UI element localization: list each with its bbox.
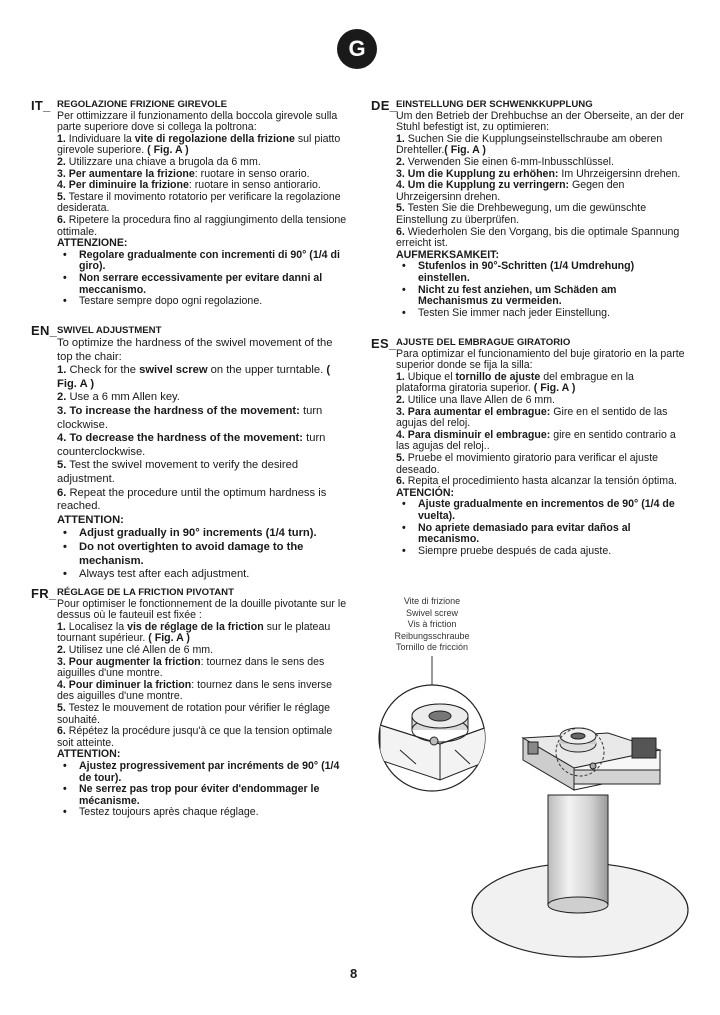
step-5: 5. Testez le mouvement de rotation pour vérifier le réglage souhaité. <box>57 701 331 726</box>
step-5: 5. Testare il movimento rotatorio per verificare la regolazione desiderata. <box>57 190 341 215</box>
lang-code-fr: FR_ <box>31 586 57 601</box>
bullet-item: • Testen Sie immer nach jeder Einstellung. <box>396 308 686 320</box>
bullet-item: • No apriete demasiado para evitar daños al mecanismo. <box>396 523 686 546</box>
bullet-item: • Nicht zu fest anziehen, um Schäden am Mechanismus zu vermeiden. <box>396 285 686 308</box>
step-5: 5. Testen Sie die Drehbewegung, um die gewünschte Einstellung zu überprüfen. <box>396 202 647 226</box>
intro-text: To optimize the hardness of the swivel movement of the top the chair: <box>57 337 333 363</box>
lang-code-en: EN_ <box>31 323 58 338</box>
step-6: 6. Wiederholen Sie den Vorgang, bis die optimale Spannung erreicht ist. <box>396 225 680 250</box>
attention-label: AUFMERKSAMKEIT: <box>396 248 499 261</box>
step-1: 1. Individuare la vite di regolazione della frizione sul piatto girevole superiore. ( Fig. A ) <box>57 132 341 157</box>
lang-code-it: IT_ <box>31 98 51 113</box>
step-1: 1. Suchen Sie die Kupplungseinstellschraube am oberen Drehteller.( Fig. A ) <box>396 132 663 157</box>
step-6: 6. Ripetere la procedura fino al raggiungimento della tensione ottimale. <box>57 213 347 238</box>
step-2: 2. Utilisez une clé Allen de 6 mm. <box>57 643 214 656</box>
intro-text: Pour optimiser le fonctionnement de la douille pivotante sur le dessus où le fauteuil est fixée : <box>57 597 347 622</box>
section-heading: REGOLAZIONE FRIZIONE GIREVOLE <box>57 99 228 110</box>
step-4: 4. Um die Kupplung zu verringern: Gegen den Uhrzeigersinn drehen. <box>396 179 625 203</box>
step-2: 2. Utilizzare una chiave a brugola da 6 mm. <box>57 155 261 168</box>
step-3: 3. Per aumentare la frizione: ruotare in senso orario. <box>57 167 310 180</box>
callout-label-it: Vite di frizione <box>403 596 461 606</box>
step-1: 1. Ubique el tornillo de ajuste del embrague en la plataforma giratoria superior. ( Fig. A ) <box>396 370 634 395</box>
step-4: 4. Para disminuir el embrague: gire en sentido contrario a las agujas del reloj.. <box>396 428 676 453</box>
column <box>548 795 608 905</box>
step-1: 1. Localisez la vis de réglage de la friction sur le plateau tournant supérieur. ( Fig. A ) <box>57 620 331 645</box>
attention-label: ATTENTION: <box>57 748 121 761</box>
zoom-detail-circle <box>379 685 490 791</box>
step-3: 3. To increase the hardness of the movement: turn clockwise. <box>57 404 323 431</box>
bullet-item: • Testez toujours après chaque réglage. <box>57 807 347 819</box>
step-5: 5. Test the swivel movement to verify the desired adjustment. <box>57 459 299 485</box>
bullet-item: • Adjust gradually in 90° increments (1/4 turn). <box>57 527 347 541</box>
section-heading: EINSTELLUNG DER SCHWENKKUPPLUNG <box>396 99 593 110</box>
attention-label: ATENCIÓN: <box>396 486 455 499</box>
callout-label-es: Tornillo de fricción <box>395 642 469 652</box>
page-number: 8 <box>350 966 358 981</box>
bullet-item: • Regolare gradualmente con incrementi di 90° (1/4 di giro). <box>57 250 347 273</box>
bullet-item: • Ne serrez pas trop pour éviter d'endommager le mécanisme. <box>57 784 347 807</box>
step-4: 4. Per diminuire la frizione: ruotare in senso antiorario. <box>57 179 321 192</box>
section-heading: RÉGLAGE DE LA FRICTION PIVOTANT <box>57 587 234 598</box>
step-3: 3. Para aumentar el embrague: Gire en el sentido de las agujas del reloj. <box>396 405 668 430</box>
lang-code-de: DE_ <box>371 98 398 113</box>
step-4: 4. Pour diminuer la friction: tournez dans le sens inverse des aiguilles d'une montre. <box>57 678 332 703</box>
step-2: 2. Use a 6 mm Allen key. <box>57 391 180 404</box>
bullet-item: • Testare sempre dopo ogni regolazione. <box>57 296 347 308</box>
lang-code-es: ES_ <box>371 336 397 351</box>
section-heading: AJUSTE DEL EMBRAGUE GIRATORIO <box>396 337 571 348</box>
step-2: 2. Verwenden Sie einen 6-mm-Inbusschlüssel. <box>396 155 614 168</box>
swivel-mechanism <box>523 728 660 790</box>
step-5: 5. Pruebe el movimiento giratorio para verificar el ajuste deseado. <box>396 451 659 476</box>
intro-text: Para optimizar el funcionamiento del buje giratorio en la parte superior donde se fija la silla: <box>396 347 685 372</box>
intro-text: Per ottimizzare il funzionamento della boccola girevole sulla parte superiore dove si collega la poltrona: <box>57 109 338 134</box>
step-1: 1. Check for the swivel screw on the upper turntable. ( Fig. A ) <box>57 364 331 390</box>
step-3: 3. Pour augmenter la friction: tournez dans le sens des aiguilles d'une montre. <box>57 655 325 680</box>
step-2: 2. Utilice una llave Allen de 6 mm. <box>396 393 556 406</box>
callout-label-fr: Vis à friction <box>407 619 457 629</box>
step-6: 6. Répétez la procédure jusqu'à ce que la tension optimale soit atteinte. <box>57 725 333 749</box>
bullet-item: • Do not overtighten to avoid damage to the mechanism. <box>57 541 347 568</box>
bullet-item: • Siempre pruebe después de cada ajuste. <box>396 546 686 558</box>
step-4: 4. To decrease the hardness of the movement: turn counterclockwise. <box>57 432 326 458</box>
step-6: 6. Repita el procedimiento hasta alcanzar la tensión óptima. <box>396 475 677 488</box>
page-section-badge: G <box>337 29 377 69</box>
attention-label: ATTENTION: <box>57 513 124 526</box>
intro-text: Um den Betrieb der Drehbuchse an der Oberseite, an der der Stuhl befestigt ist, zu optimieren: <box>396 109 684 134</box>
bullet-item: • Ajustez progressivement par incréments de 90° (1/4 de tour). <box>57 761 347 784</box>
bullet-item: • Always test after each adjustment. <box>57 568 347 582</box>
bullet-item: • Ajuste gradualmente en incrementos de 90° (1/4 de vuelta). <box>396 499 686 522</box>
bullet-item: • Non serrare eccessivamente per evitare danni al meccanismo. <box>57 273 347 296</box>
section-heading: SWIVEL ADJUSTMENT <box>57 325 162 336</box>
attention-label: ATTENZIONE: <box>57 237 128 250</box>
callout-label-de: Reibungsschraube <box>394 630 470 641</box>
step-6: 6. Repeat the procedure until the optimum hardness is reached. <box>57 486 327 513</box>
callout-label-en: Swivel screw <box>405 607 458 618</box>
step-3: 3. Um die Kupplung zu erhöhen: Im Uhrzeigersinn drehen. <box>396 167 681 180</box>
bullet-item: • Stufenlos in 90°-Schritten (1/4 Umdrehung) einstellen. <box>396 261 686 284</box>
